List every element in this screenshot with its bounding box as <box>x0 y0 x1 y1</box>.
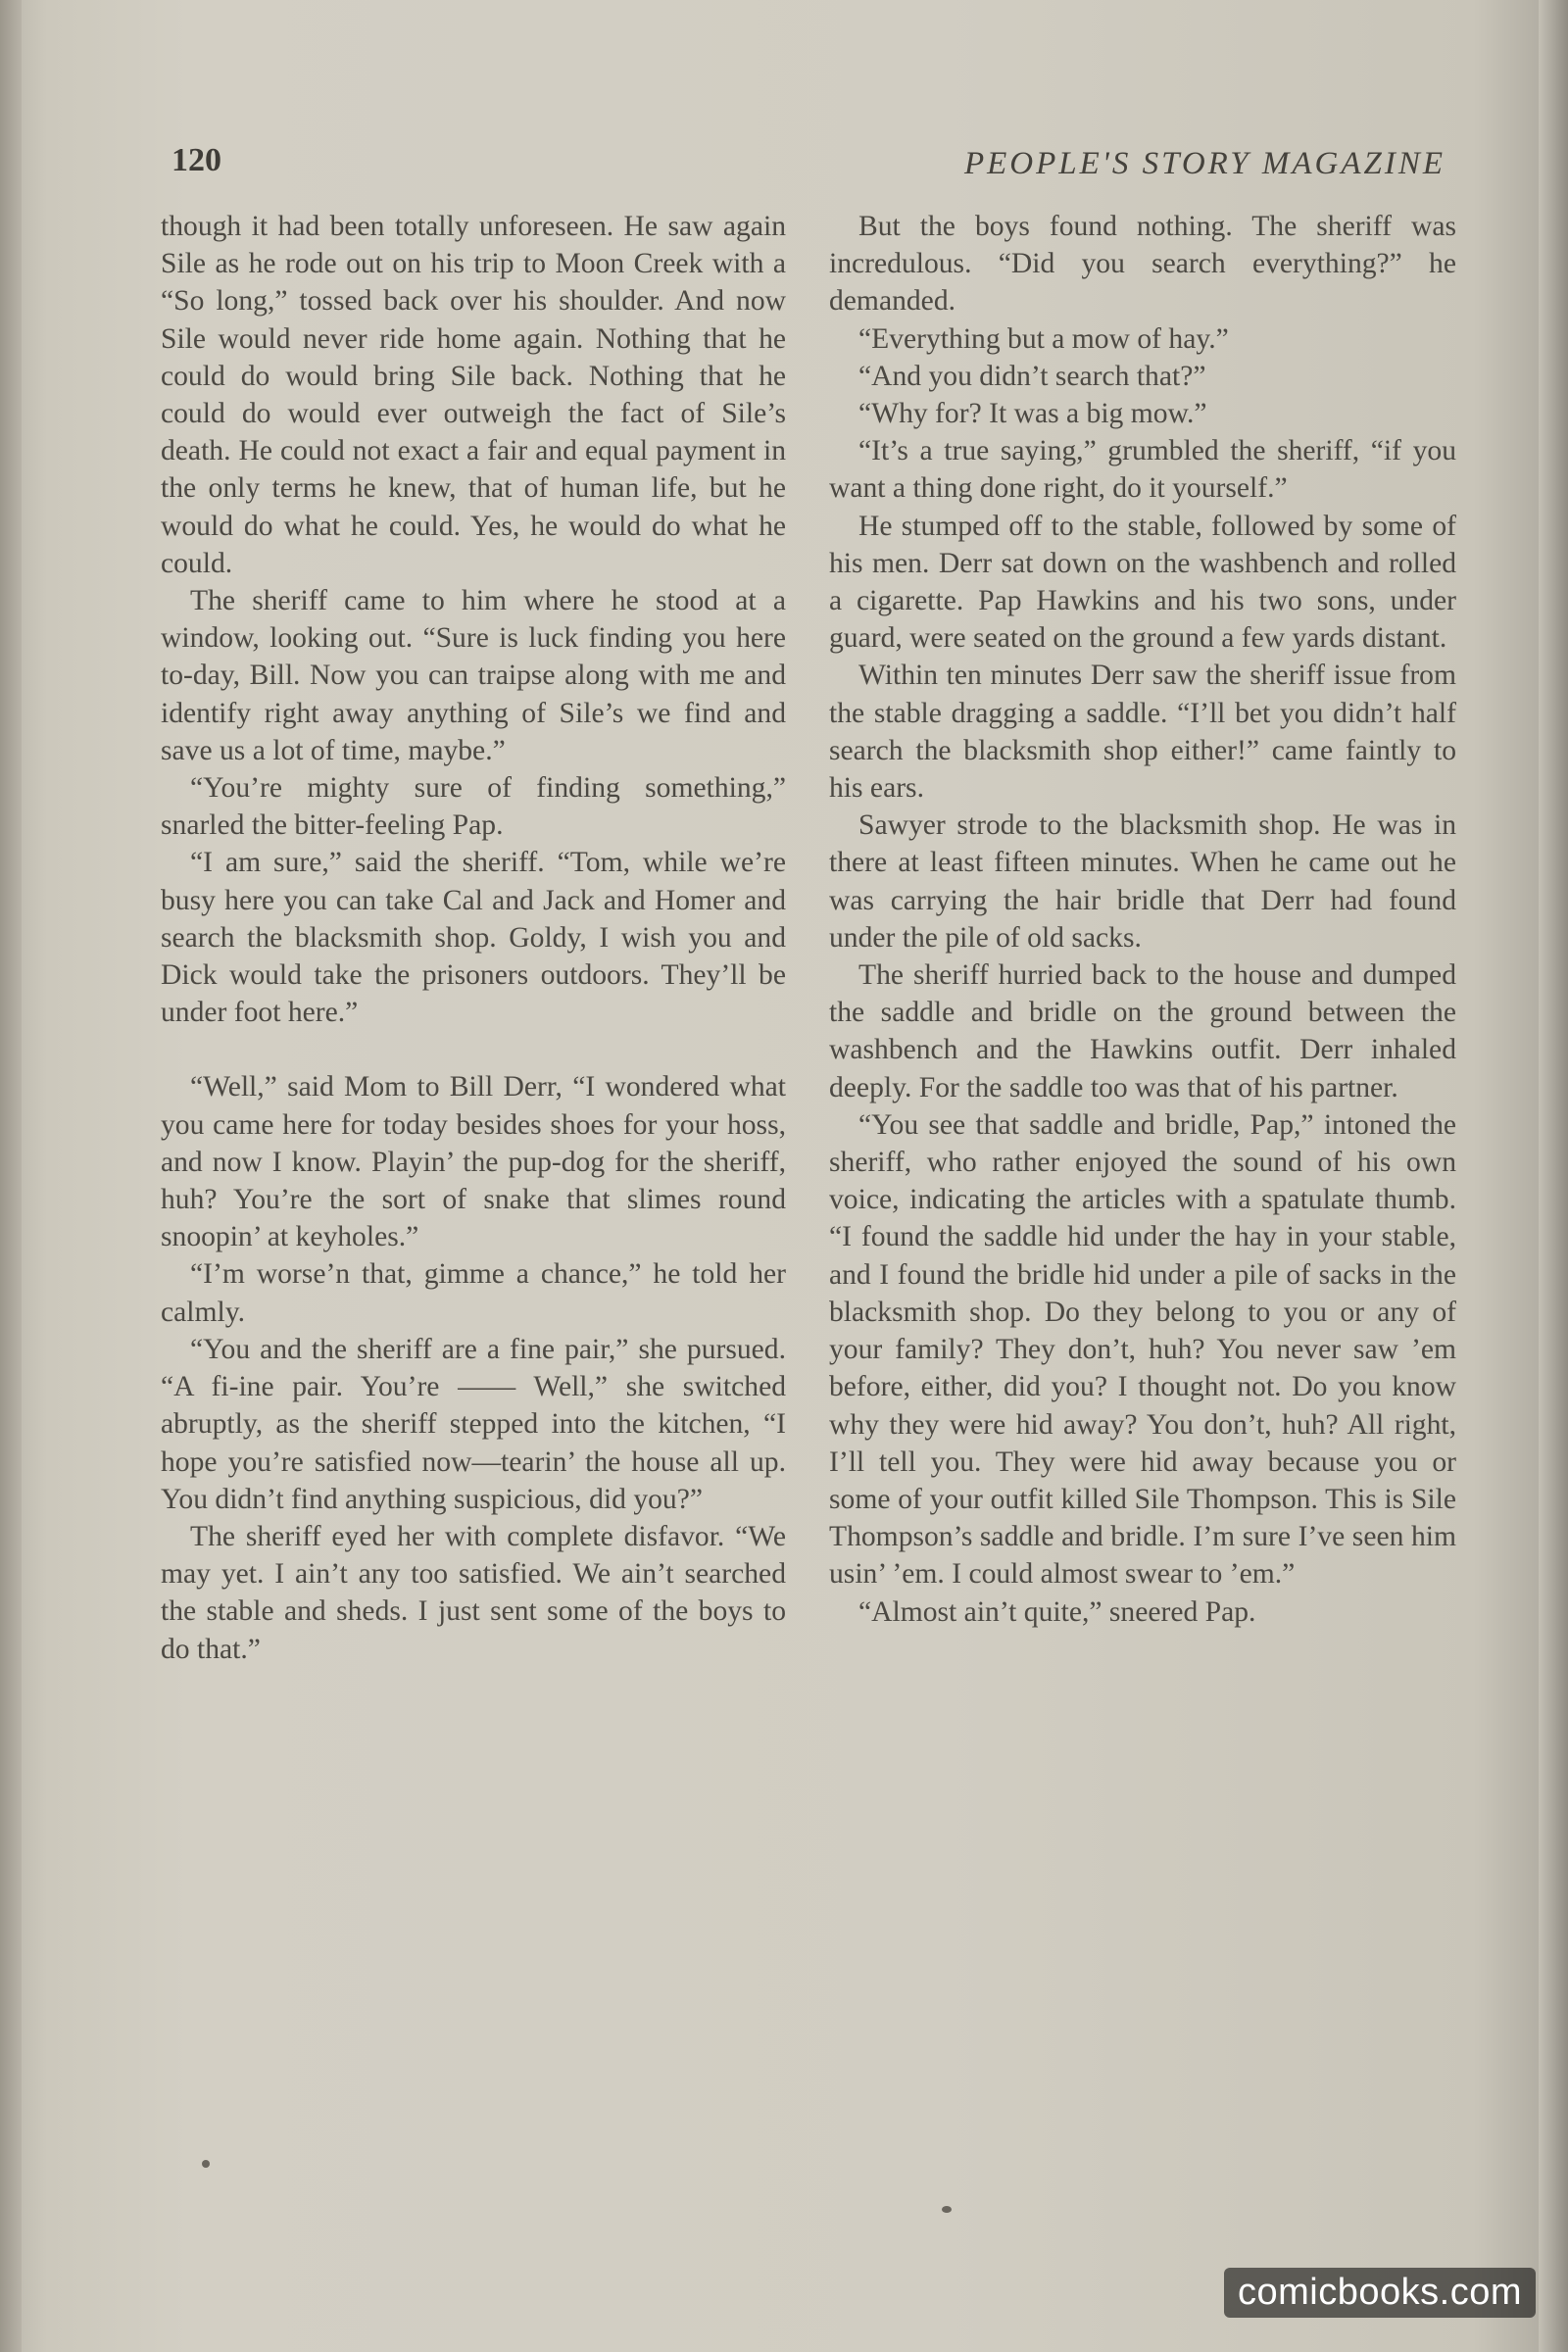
paragraph: The sheriff eyed her with complete disfavor. “We may yet. I ain’t any too satisfied. We ain’t searched the stable and sheds. I just sent some of the boys to do that.” <box>161 1520 786 1665</box>
paragraph: “I’m worse’n that, gimme a chance,” he told her calmly. <box>161 1258 786 1328</box>
paragraph: “Almost ain’t quite,” sneered Pap. <box>858 1595 1256 1628</box>
paper-speck <box>942 2206 952 2213</box>
paragraph: “It’s a true saying,” grumbled the sheriff, “if you want a thing done right, do it yourself.” <box>829 435 1456 505</box>
page-header <box>162 142 1446 201</box>
paragraph: “And you didn’t search that?” <box>858 360 1206 392</box>
paragraph: He stumped off to the stable, followed by some of his men. Derr sat down on the washbench and rolled a cigarette. Pap Hawkins and his two sons, under guard, were seated on the ground a few yards distant. <box>829 510 1456 655</box>
text-column-right <box>829 208 1456 1631</box>
paragraph: “I am sure,” said the sheriff. “Tom, while we’re busy here you can take Cal and Jack and Homer and search the blacksmith shop. Goldy, I wish you and Dick would take the prisoners outdoors. They’ll be under foot here.” <box>161 847 786 1029</box>
paragraph: “You’re mighty sure of finding something,” snarled the bitter-feeling Pap. <box>161 772 786 842</box>
paragraph: The sheriff came to him where he stood at a window, looking out. “Sure is luck finding you here to-day, Bill. Now you can traipse along with me and identify right away anything of Sile’s we find and save us a lot of time, maybe.” <box>161 585 786 766</box>
page-right-edge <box>1539 0 1568 2352</box>
paragraph: “Why for? It was a big mow.” <box>858 398 1207 430</box>
paragraph: “You and the sheriff are a fine pair,” she pursued. “A fi-ine pair. You’re —— Well,” she switched abruptly, as the sheriff stepped into the kitchen, “I hope you’re satisfied now—tearin’ the house all up. You didn’t find anything suspicious, did you?” <box>161 1333 786 1515</box>
paper-speck <box>202 2160 210 2168</box>
paragraph: though it had been totally unforeseen. He saw again Sile as he rode out on his trip to Moon Creek with a “So long,” tossed back over his shoulder. And now Sile would never ride home again. Nothing that he could do would bring Sile back. Nothing that he could do would ever outweigh the fact of Sile’s death. He could not exact a fair and equal payment in the only terms he knew, that of human life, but he would do what he could. Yes, he would do what he could. <box>161 211 786 579</box>
page-number: 120 <box>172 142 221 178</box>
page-spine-shadow <box>0 0 22 2352</box>
paragraph: But the boys found nothing. The sheriff was incredulous. “Did you search everything?” he demanded. <box>829 211 1456 318</box>
paragraph: “Everything but a mow of hay.” <box>858 322 1229 355</box>
paragraph: Sawyer strode to the blacksmith shop. He was in there at least fifteen minutes. When he came out he was carrying the hair bridle that Derr had found under the pile of old sacks. <box>829 809 1456 954</box>
paragraph: Within ten minutes Derr saw the sheriff issue from the stable dragging a saddle. “I’ll bet you didn’t half search the blacksmith shop either!” came faintly to his ears. <box>829 660 1456 805</box>
running-title: PEOPLE'S STORY MAGAZINE <box>963 146 1446 181</box>
paragraph: “Well,” said Mom to Bill Derr, “I wondered what you came here for today besides shoes for your hoss, and now I know. Playin’ the pup-dog for the sheriff, huh? You’re the sort of snake that slimes round snoopin’ at keyholes.” <box>161 1071 786 1253</box>
text-column-left <box>161 208 786 1668</box>
watermark: comicbooks.com <box>1224 2268 1536 2318</box>
paragraph: “You see that saddle and bridle, Pap,” intoned the sheriff, who rather enjoyed the sound of his own voice, indicating the articles with a spatulate thumb. “I found the saddle hid under the hay in your stable, and I found the bridle hid under a pile of sacks in the blacksmith shop. Do they belong to you or any of your family? They don’t, huh? You never saw ’em before, either, did you? I thought not. Do you know why they were hid away? You don’t, huh? All right, I’ll tell you. They were hid away because you or some of your outfit killed Sile Thompson. This is Sile Thompson’s saddle and bridle. I’m sure I’ve seen him usin’ ’em. I could almost swear to ’em.” <box>829 1108 1456 1591</box>
paragraph: The sheriff hurried back to the house and dumped the saddle and bridle on the ground between the washbench and the Hawkins outfit. Derr inhaled deeply. For the saddle too was that of his partner. <box>829 959 1456 1103</box>
